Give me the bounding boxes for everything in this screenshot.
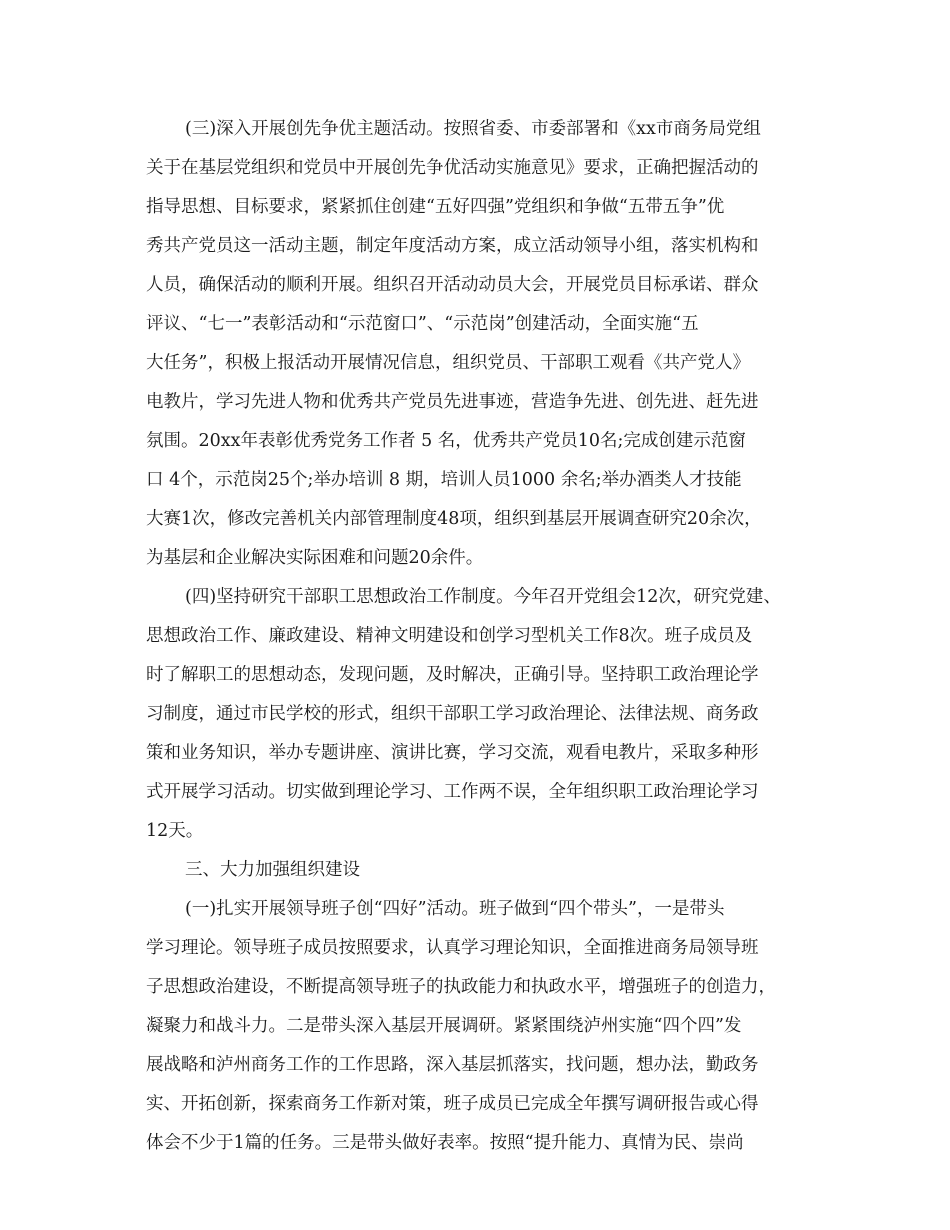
- document-body: [146, 110, 826, 1163]
- text-line: 学习理论。领导班子成员按照要求，认真学习理论知识，全面推进商务局领导班: [146, 938, 759, 958]
- text-line: 秀共产党员这一活动主题，制定年度活动方案，成立活动领导小组，落实机构和: [146, 236, 759, 256]
- text-line: (四)坚持研究干部职工思想政治工作制度。今年召开党组会12次，研究党建、: [185, 587, 781, 607]
- text-line: 大赛1次，修改完善机关内部管理制度48项，组织到基层开展调查研究20余次，: [146, 509, 762, 529]
- text-line: 策和业务知识，举办专题讲座、演讲比赛，学习交流，观看电教片，采取多种形: [146, 743, 759, 763]
- text-line: 12天。: [146, 821, 204, 841]
- paragraph-leadership: [146, 890, 826, 1163]
- text-line: 习制度，通过市民学校的形式，组织干部职工学习政治理论、法律法规、商务政: [146, 704, 759, 724]
- text-line: (三)深入开展创先争优主题活动。按照省委、市委部署和《xx市商务局党组: [185, 119, 761, 139]
- text-line: 思想政治工作、廉政建设、精神文明建设和创学习型机关工作8次。班子成员及: [146, 626, 753, 646]
- text-line: 体会不少于1篇的任务。三是带头做好表率。按照“提升能力、真情为民、崇尚: [146, 1133, 744, 1153]
- text-line: 展战略和泸州商务工作的工作思路，深入基层抓落实，找问题，想办法，勤政务: [146, 1055, 759, 1075]
- section-heading-text: 三、大力加强组织建设: [185, 860, 360, 880]
- text-line: 电教片，学习先进人物和优秀共产党员先进事迹，营造争先进、创先进、赶先进: [146, 392, 759, 412]
- paragraph-activity-campaign: [146, 110, 826, 578]
- text-line: 子思想政治建设，不断提高领导班子的执政能力和执政水平，增强班子的创造力，: [146, 977, 776, 997]
- text-line: 口 4个，示范岗25个;举办培训 8 期，培训人员1000 余名;举办酒类人才技能: [146, 470, 742, 490]
- text-line: 时了解职工的思想动态，发现问题，及时解决，正确引导。坚持职工政治理论学: [146, 665, 759, 685]
- section-heading: [146, 851, 826, 890]
- text-line: 关于在基层党组织和党员中开展创先争优活动实施意见》要求，正确把握活动的: [146, 158, 759, 178]
- text-line: 大任务”，积极上报活动开展情况信息，组织党员、干部职工观看《共产党人》: [146, 353, 750, 373]
- text-line: 实、开拓创新，探索商务工作新对策，班子成员已完成全年撰写调研报告或心得: [146, 1094, 759, 1114]
- text-line: 人员，确保活动的顺利开展。组织召开活动动员大会，开展党员目标承诺、群众: [146, 275, 759, 295]
- text-line: 凝聚力和战斗力。二是带头深入基层开展调研。紧紧围绕泸州实施“四个四”发: [146, 1016, 742, 1036]
- text-line: 评议、“七一”表彰活动和“示范窗口”、“示范岗”创建活动，全面实施“五: [146, 314, 699, 334]
- text-line: 氛围。20xx年表彰优秀党务工作者 5 名，优秀共产党员10名;完成创建示范窗: [146, 431, 746, 451]
- text-line: 为基层和企业解决实际困难和问题20余件。: [146, 548, 484, 568]
- text-line: 式开展学习活动。切实做到理论学习、工作两不误，全年组织职工政治理论学习: [146, 782, 759, 802]
- paragraph-political-work: [146, 578, 826, 851]
- text-line: (一)扎实开展领导班子创“四好”活动。班子做到“四个带头”，一是带头: [185, 899, 725, 919]
- text-line: 指导思想、目标要求，紧紧抓住创建“五好四强”党组织和争做“五带五争”优: [146, 197, 725, 217]
